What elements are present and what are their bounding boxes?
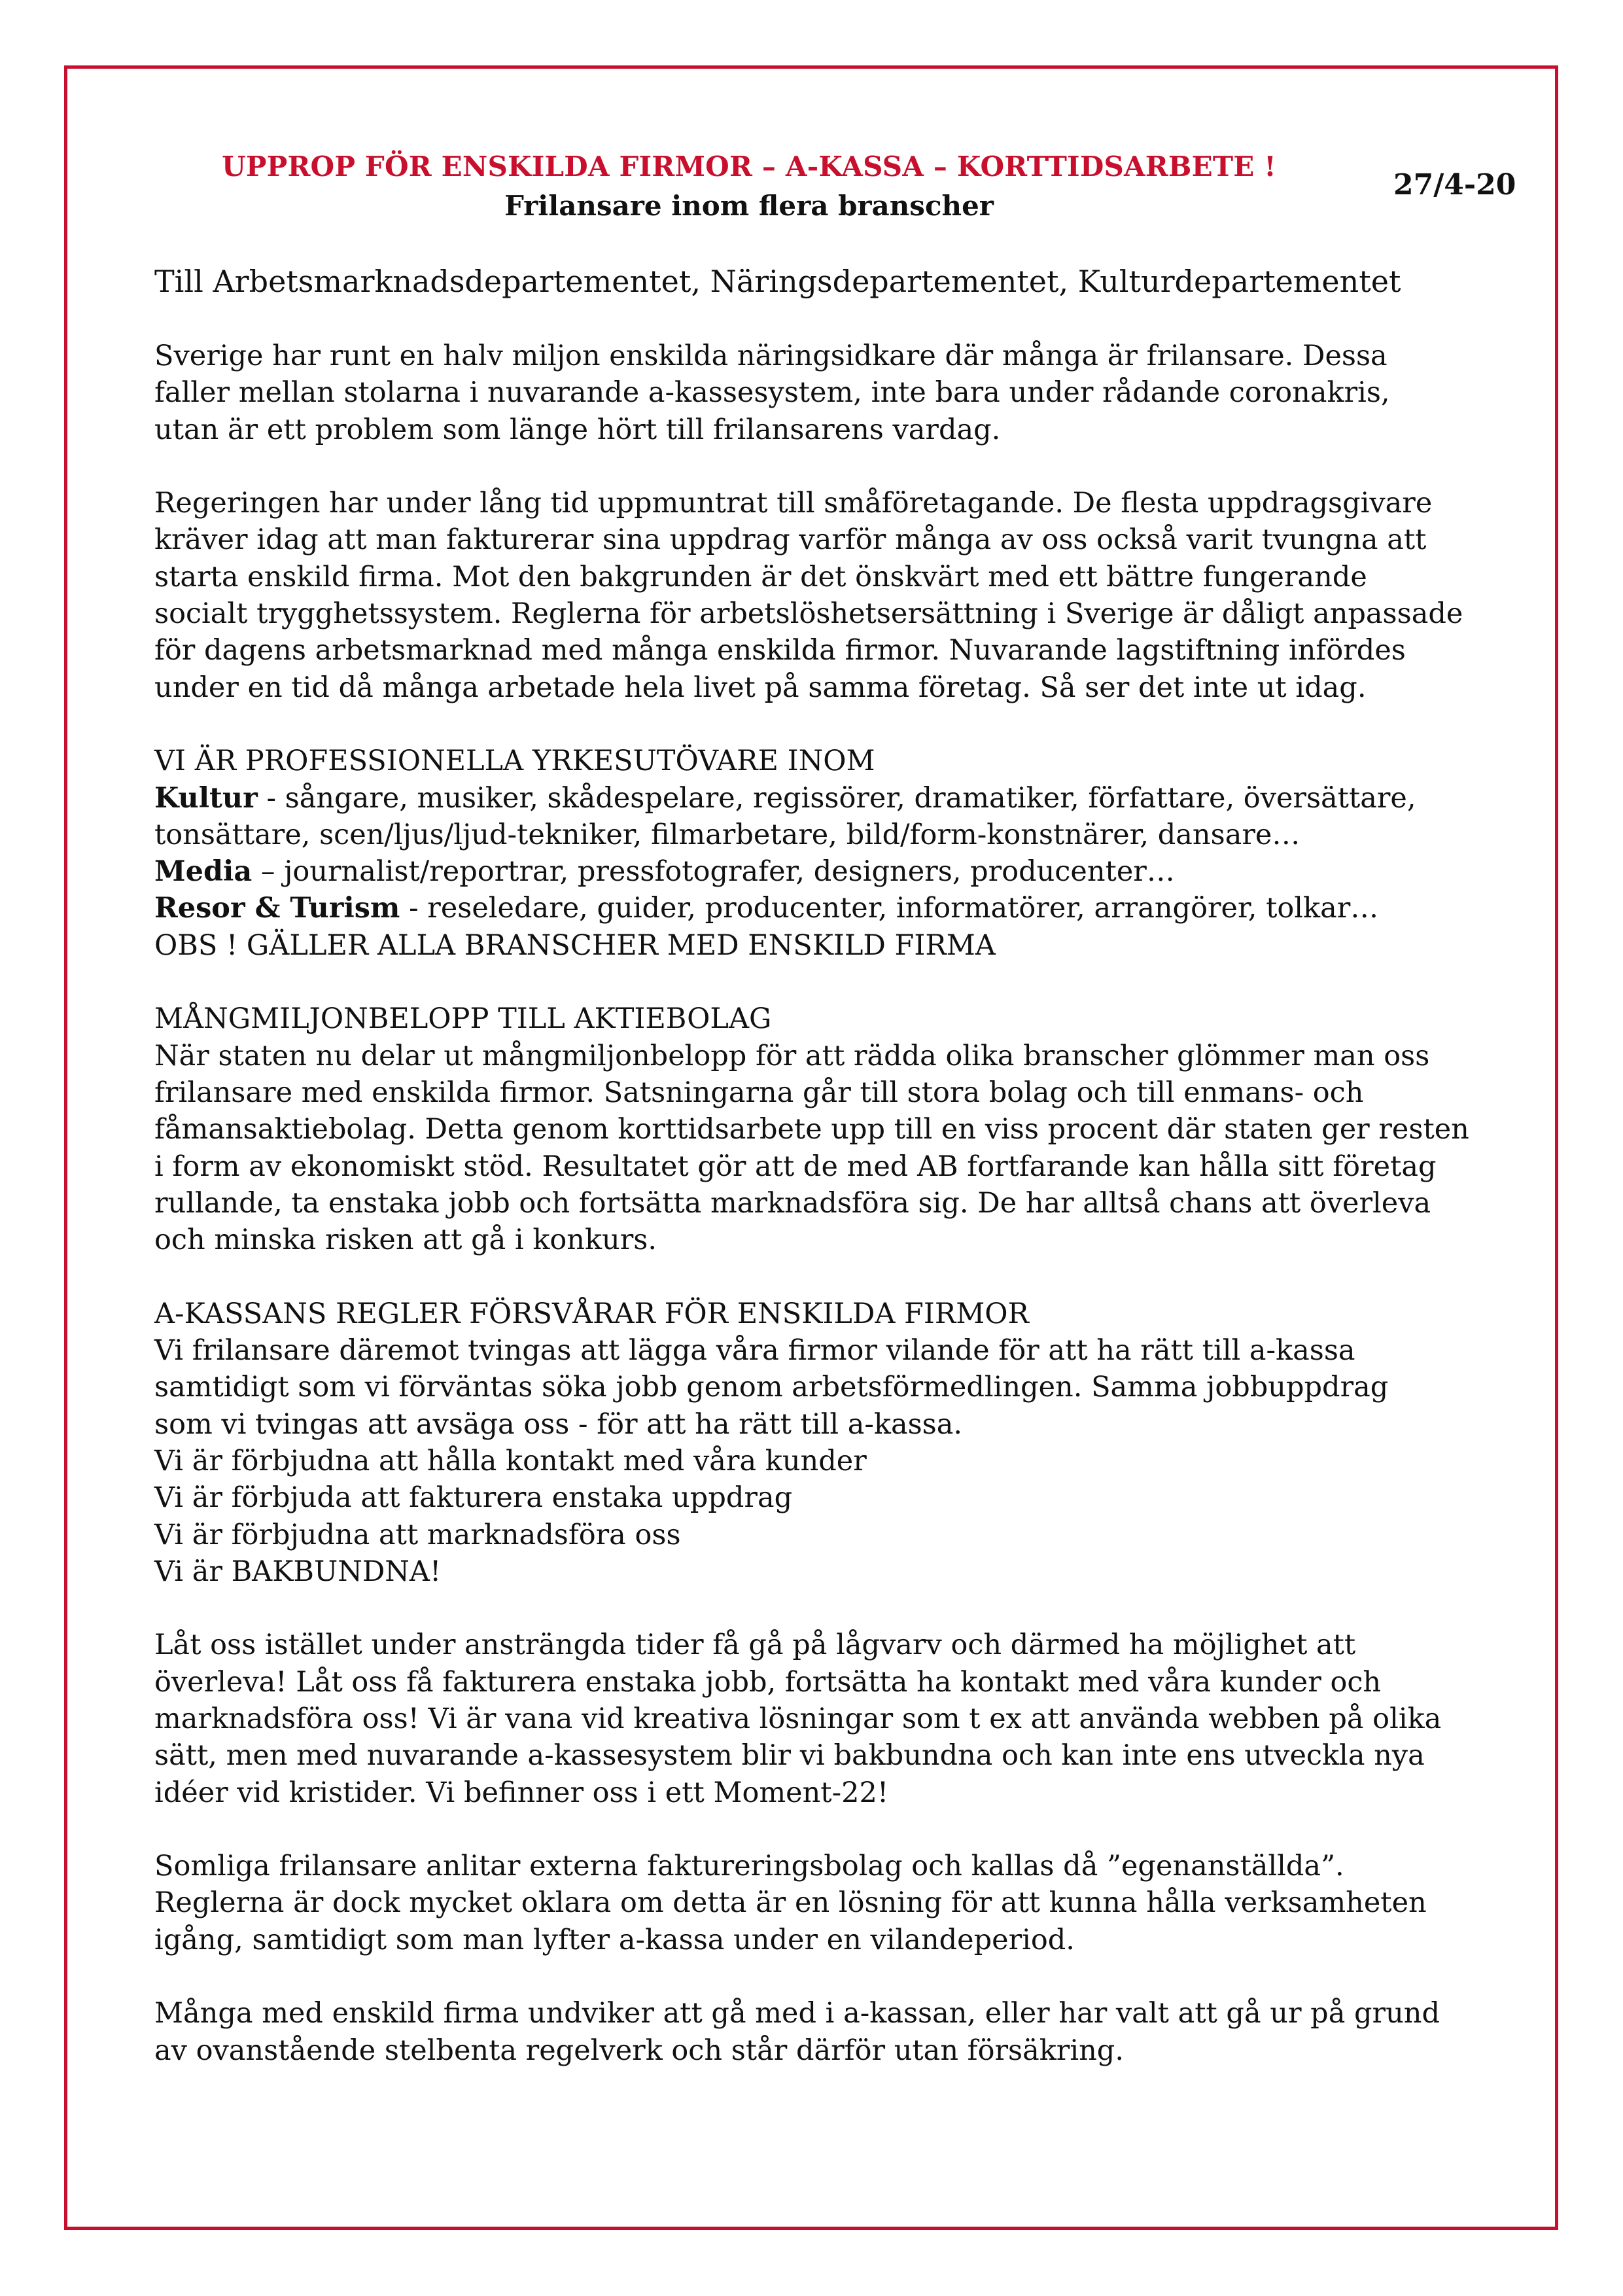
media-label: Media [154, 855, 253, 889]
intro-paragraph [154, 338, 1489, 448]
text-line: samtidigt som vi förväntas söka jobb genom arbetsförmedlingen. Samma jobbuppdrag [154, 1371, 1389, 1404]
professions-note: OBS ! GÄLLER ALLA BRANSCHER MED ENSKILD FIRMA [154, 928, 996, 962]
document-title: UPPROP FÖR ENSKILDA FIRMOR – A-KASSA – KORTTIDSARBETE ! [222, 150, 1276, 183]
text-line: socialt trygghetssystem. Reglerna för arbetslöshetsersättning i Sverige är dåligt anpassade [154, 597, 1463, 631]
text-line: Regeringen har under lång tid uppmuntrat till småföretagande. De flesta uppdragsgivare [154, 487, 1433, 520]
text-line: faller mellan stolarna i nuvarande a-kassesystem, inte bara under rådande coronakris, [154, 376, 1390, 410]
text-line: idéer vid kristider. Vi befinner oss i ett Moment-22! [154, 1776, 889, 1809]
text-line: som vi tvingas att avsäga oss - för att ha rätt till a-kassa. [154, 1407, 963, 1441]
millions-section [154, 1000, 1489, 1258]
text-line: överleva! Låt oss få fakturera enstaka jobb, fortsätta ha kontakt med våra kunder och [154, 1665, 1382, 1699]
professions-heading: VI ÄR PROFESSIONELLA YRKESUTÖVARE INOM [154, 745, 875, 778]
document-subtitle: Frilansare inom flera branscher [504, 190, 994, 222]
text-line: i form av ekonomiskt stöd. Resultatet gör att de med AB fortfarande kan hålla sitt företag [154, 1150, 1437, 1183]
text-line: Vi är förbjuda att fakturera enstaka uppdrag [154, 1481, 793, 1515]
text-line: sätt, men med nuvarande a-kassesystem blir vi bakbundna och kan inte ens utveckla nya [154, 1739, 1425, 1773]
text-line: Somliga frilansare anlitar externa faktureringsbolag och kallas då ”egenanställda”. [154, 1850, 1344, 1883]
paragraph-gap [154, 964, 1489, 1000]
professions-section [154, 743, 1489, 964]
text-line: Vi är BAKBUNDNA! [154, 1555, 442, 1588]
paragraph-gap [154, 448, 1489, 485]
travel-text: - reseledare, guider, producenter, informatörer, arrangörer, tolkar… [400, 892, 1379, 925]
government-paragraph [154, 485, 1489, 706]
media-text: – journalist/reportrar, pressfotografer, designers, producenter… [252, 855, 1175, 889]
text-line: av ovanstående stelbenta regelverk och står därför utan försäkring. [154, 2034, 1124, 2067]
text-line: Sverige har runt en halv miljon enskilda näringsidkare där många är frilansare. Dessa [154, 340, 1387, 372]
text-line: och minska risken att gå i konkurs. [154, 1224, 657, 1257]
paragraph-gap [154, 1811, 1489, 1848]
invoicing-paragraph [154, 1848, 1489, 1958]
text-line: rullande, ta enstaka jobb och fortsätta marknadsföra sig. De har alltså chans att överleva [154, 1186, 1431, 1220]
text-line: Vi är förbjudna att marknadsföra oss [154, 1518, 681, 1551]
paragraph-gap [154, 706, 1489, 743]
culture-line-continued: tonsättare, scen/ljus/ljud-tekniker, filmarbetare, bild/form-konstnärer, dansare… [154, 818, 1300, 851]
text-line: kräver idag att man fakturerar sina uppdrag varför många av oss också varit tvungna att [154, 523, 1427, 557]
paragraph-gap [154, 1590, 1489, 1627]
paragraph-gap [154, 1258, 1489, 1295]
document-date: 27/4-20 [1393, 168, 1516, 202]
culture-label: Kultur [154, 781, 258, 815]
text-line: igång, samtidigt som man lyfter a-kassa under en vilandeperiod. [154, 1923, 1075, 1956]
travel-label: Resor & Turism [154, 892, 400, 925]
text-line: utan är ett problem som länge hört till frilansarens vardag. [154, 413, 1001, 446]
media-line [154, 853, 1489, 890]
rules-heading: A-KASSANS REGLER FÖRSVÅRAR FÖR ENSKILDA FIRMOR [154, 1297, 1029, 1330]
text-line: fåmansaktiebolag. Detta genom korttidsarbete upp till en viss procent där staten ger resten [154, 1113, 1469, 1146]
appeal-paragraph [154, 1627, 1489, 1810]
paragraph-gap [154, 1958, 1489, 1995]
millions-heading: MÅNGMILJONBELOPP TILL AKTIEBOLAG [154, 1002, 772, 1036]
text-line: När staten nu delar ut mångmiljonbelopp för att rädda olika branscher glömmer man oss [154, 1039, 1430, 1072]
addressee-line: Till Arbetsmarknadsdepartementet, Näringsdepartementet, Kulturdepartementet [154, 264, 1401, 299]
text-line: Vi är förbjudna att hålla kontakt med våra kunder [154, 1444, 867, 1477]
text-line: Låt oss istället under ansträngda tider få gå på lågvarv och därmed ha möjlighet att [154, 1629, 1356, 1662]
document-heading [150, 147, 1348, 226]
closing-paragraph [154, 1995, 1489, 2069]
travel-line [154, 890, 1489, 927]
culture-text: - sångare, musiker, skådespelare, regissörer, dramatiker, författare, översättare, [257, 781, 1416, 815]
text-line: Reglerna är dock mycket oklara om detta är en lösning för att kunna hålla verksamheten [154, 1886, 1427, 1920]
text-line: under en tid då många arbetade hela livet på samma företag. Så ser det inte ut idag. [154, 671, 1367, 704]
text-line: marknadsföra oss! Vi är vana vid kreativa lösningar som t ex att använda webben på olika [154, 1702, 1442, 1735]
text-line: frilansare med enskilda firmor. Satsningarna går till stora bolag och till enmans- och [154, 1076, 1364, 1109]
text-line: Många med enskild firma undviker att gå med i a-kassan, eller har valt att gå ur på grund [154, 1997, 1440, 2030]
text-line: för dagens arbetsmarknad med många enskilda firmor. Nuvarande lagstiftning infördes [154, 634, 1406, 667]
text-line: Vi frilansare däremot tvingas att lägga våra firmor vilande för att ha rätt till a-kassa [154, 1334, 1355, 1368]
rules-section [154, 1296, 1489, 1590]
culture-line [154, 780, 1489, 817]
document-body [154, 262, 1489, 2069]
text-line: starta enskild firma. Mot den bakgrunden är det önskvärt med ett bättre fungerande [154, 560, 1367, 593]
